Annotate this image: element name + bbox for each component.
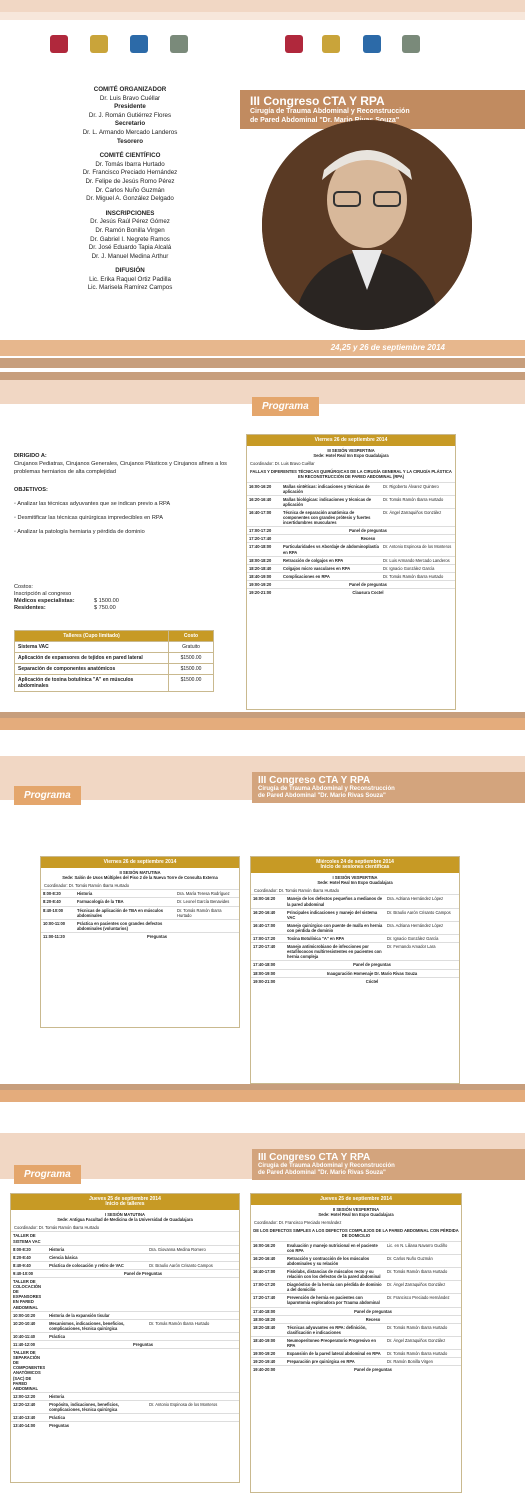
committee-member: Secretario: [114, 120, 146, 128]
dirigido-label: DIRIGIDO A:: [14, 453, 47, 459]
taller-row: Sistema VAC Gratuito: [15, 642, 214, 653]
hospital-logo-icon: [170, 35, 188, 53]
table-row: 18:00-19:00 Inauguración Homenaje Dr. Mario Rivas Souza: [251, 969, 459, 977]
dirigido-text: Cirujanos Pediatras, Cirujanos Generales, Cirujanos Plásticos y Cirujanos afines a los problemas herniarios de alta complejidad: [14, 461, 227, 475]
session-name: II SESIÓN MATUTINA Sede: Salón de Usos Múltiples del Piso 2 de la Nueva Torre de Consulta Externa: [62, 870, 218, 881]
taller-row: Separación de componentes anatómicos $1500.00: [15, 664, 214, 675]
table-row: 13:40-14:00 Preguntas: [11, 1422, 239, 1430]
table-row: 18:00-18:20 Retracción de colgajos en RPA Dr. Luis Armando Mercado Landeros: [247, 556, 455, 564]
table-row: 19:20-19:40 Preparación pre quirúrgica en RPA Dr. Ramón Bonilla Virgen: [251, 1358, 461, 1366]
dates-strip: 24,25 y 26 de septiembre 2014: [0, 340, 525, 356]
table-row: 18:40-19:00 Neumoperitoneo Preoperatorio Progresivo en RPA Dr. Ángel Zarraquiños González: [251, 1336, 461, 1349]
committee-member: Dr. J. Román Gutiérrez Flores: [88, 111, 172, 119]
committee-member: Presidente: [114, 103, 146, 111]
table-row: 16:40-17:00 Fisiolabs, distancias de músculos recto y su relación con los defectos de la pared abdominal Dr. Tomás Ramón Ibarra Hurtado: [251, 1267, 461, 1280]
cucs-logo-icon: [363, 35, 381, 53]
schedule-header: Viernes 26 de septiembre 2014: [247, 435, 455, 446]
portrait-illustration: [262, 120, 472, 330]
schedule-viernes-manana: [40, 856, 240, 1028]
objetivo-1: ◦ Analizar las técnicas adyuvantes que se indican previo a RPA: [14, 501, 171, 507]
table-row: 12:20-12:40 Propósito, indicaciones, beneficios, complicaciones, técnica quirúrgica Dr. Antonio Espinosa de los Monteros: [11, 1400, 239, 1413]
table-row: 17:40-18:00 Panel de preguntas: [251, 961, 459, 969]
table-row: 16:00-16:20 Manejo de los defectos pequeños a medianos de la pared abdominal Dra. Adriana Hernández López: [251, 895, 459, 908]
schedule-table: [41, 889, 239, 940]
committee-member: Dr. L. Armando Mercado Landeros: [82, 128, 178, 136]
objetivos-label: OBJETIVOS:: [14, 487, 48, 493]
schedule-header: Jueves 25 de septiembre 2014: [251, 1194, 461, 1205]
table-row: 11:00-11:20 Preguntas: [41, 932, 239, 940]
table-row: 8:20-8:40 Farmacología de la TBA Dr. Leonel García Benavides: [41, 898, 239, 906]
table-row: 8:00-8:20 Historia Dra. Giovanna Medina Romero: [11, 1245, 239, 1253]
session-name: I SESIÓN MATUTINA Sede: Antigua Facultad de Medicina de la Universidad de Guadalajara: [57, 1212, 193, 1223]
table-row: 12:40-13:40 Práctica: [11, 1414, 239, 1422]
program-sheet-1: [0, 372, 525, 730]
schedule-miercoles: [250, 856, 460, 1084]
committee-member: Dr. Miguel A. González Delgado: [86, 195, 174, 203]
committee-member: Lic. Marisela Ramírez Campos: [87, 284, 173, 292]
table-row: 19:00-19:20 Panel de preguntas: [247, 580, 455, 588]
objetivo-2: ◦ Desmitificar las técnicas quirúrgicas impredecibles en RPA: [14, 515, 163, 521]
coordinator: Coordinador: Dr. Luis Bravo Cuéllar: [250, 461, 315, 467]
session-name: I SESIÓN VESPERTINA Sede: Hotel Real Inn Expo Guadalajara: [317, 875, 393, 886]
committee-member: Dr. Tomás Ibarra Hurtado: [95, 160, 165, 168]
table-row: 8:40-9:40 Práctica de colocación y retiro de VAC Dr. Braulio Aarón Crisanto Campos: [11, 1261, 239, 1269]
congress-header: III Congreso CTA Y RPA Cirugía de Trauma Abdominal y Reconstrucción de Pared Abdominal "Dr. Mario Rivas Souza": [252, 1149, 525, 1180]
committee-member: Dr. Carlos Nuño Guzmán: [95, 186, 165, 194]
bottom-band-orange: [0, 1090, 525, 1102]
objetivo-3: ◦ Analizar la patología herniaria y pérdida de dominio: [14, 529, 145, 535]
table-row: 17:00-17:20 Diagnóstico de la hernia con pérdida de dominio a del domicilio Dr. Ángel Zarraquiños González: [251, 1281, 461, 1294]
bottom-band-orange: [0, 718, 525, 730]
talleres-header-name: Talleres (Cupo limitado): [15, 631, 169, 642]
table-row: 16:00-16:20 Mallas sintéticas: indicaciones y técnicas de aplicación Dr. Rigoberto Álvarez Quintero: [247, 482, 455, 495]
table-row: 10:00-10:20 Historia de la expansión tisular: [11, 1311, 239, 1319]
committee-member: Dr. Luis Bravo Cuéllar: [99, 94, 161, 102]
schedule-jueves-manana: [10, 1193, 240, 1483]
program-sheet-2: [0, 756, 525, 1102]
cover-sheet: [0, 0, 525, 368]
table-row: 16:20-16:40 Principales indicaciones y manejo del sistema VAC Dr. Braulio Aarón Crisanto Campos: [251, 908, 459, 921]
costos-line: Inscripción al congreso: [14, 591, 72, 597]
committee-heading: DIFUSIÓN: [115, 267, 145, 275]
table-row: 17:40-18:00 Panel de preguntas: [251, 1307, 461, 1315]
talleres-header-cost: Costo: [169, 631, 214, 642]
committee-heading: INSCRIPCIONES: [105, 209, 155, 217]
table-row: 8:00-8:20 Historia Dra. María Teresa Rodríguez: [41, 890, 239, 898]
congress-title: III Congreso CTA Y RPA: [250, 94, 385, 108]
table-row: 16:40-17:00 Técnica de separación anatómica de componentes con grandes prótesis y fuertes incertidumbres musculares Dr. Ángel Zarraquiños González: [247, 508, 455, 526]
talleres-table: [14, 630, 214, 692]
coordinator: Coordinador: Dr. Tomás Ramón Ibarra Hurtado: [254, 888, 340, 894]
committee-member: Dr. José Eduardo Tapia Alcalá: [88, 244, 172, 252]
udeg-logo-icon: [285, 35, 303, 53]
committee-member: Lic. Erika Raquel Ortiz Padilla: [89, 275, 171, 283]
committee-member: Dr. Gabriel I. Negrete Ramos: [90, 235, 170, 243]
coordinator: Coordinador: Dr. Francisco Preciado Hernández: [254, 1220, 342, 1226]
table-row: 8:20-8:40 Ciencia básica: [11, 1253, 239, 1261]
cost-row: Médicos especialistas: $ 1500.00: [14, 598, 119, 604]
costos-label: Costos:: [14, 584, 33, 590]
udeg-logo-icon: [50, 35, 68, 53]
table-row: 17:00-17:20 Panel de preguntas: [247, 527, 455, 535]
table-row: 16:40-17:00 Manejo quirúrgico con puente de malla en hernia con pérdida de dominio Dra. Adriana Hernández López: [251, 921, 459, 934]
top-band: [0, 372, 525, 380]
programa-tag: Programa: [14, 1165, 81, 1184]
committee-member: Dr. Felipe de Jesús Romo Pérez: [85, 177, 175, 185]
table-row: TALLER DE SEPARACIÓN DE COMPONENTES ANATÓMICOS (SAC) DE PARED ABDOMINAL: [11, 1349, 239, 1393]
table-row: 11:40-12:00 Preguntas: [11, 1340, 239, 1348]
coordinator: Coordinador: Dr. Tomás Ramón Ibarra Hurtado: [14, 1225, 100, 1231]
coordinator: Coordinador: Dr. Tomás Ramón Ibarra Hurtado: [44, 883, 130, 889]
honoree-portrait: [262, 120, 472, 330]
table-row: 19:00-21:00 Cóctel: [251, 977, 459, 985]
table-row: 19:40-20:00 Panel de preguntas: [251, 1366, 461, 1374]
table-row: TALLER DE COLOCACIÓN DE EXPANSORES EN PARED ABDOMINAL: [11, 1278, 239, 1312]
table-row: 10:20-10:40 Mecanismos, indicaciones, beneficios, complicaciones, técnica quirúrgica Dr. Tomás Ramón Ibarra Hurtado: [11, 1319, 239, 1332]
table-row: 19:20-21:00 Clausura Coctel: [247, 588, 455, 596]
programa-tag: Programa: [252, 397, 319, 416]
jalisco-logo-icon: [90, 35, 108, 53]
schedule-table: [251, 894, 459, 984]
table-row: 17:40-18:00 Particularidades vs Abordaje de abdominoplastía en RPA Dr. Antonio Espinosa de los Monteros: [247, 543, 455, 556]
table-row: 18:00-18:20 Receso: [251, 1315, 461, 1323]
session-name: III SESIÓN VESPERTINA Sede: Hotel Real Inn Expo Guadalajara: [313, 448, 389, 459]
session-name: II SESIÓN VESPERTINA Sede: Hotel Real Inn Expo Guadalajara: [318, 1207, 394, 1218]
intro-block: [14, 452, 239, 542]
congress-header: III Congreso CTA Y RPA Cirugía de Trauma Abdominal y Reconstrucción de Pared Abdominal "Dr. Mario Rivas Souza": [252, 772, 525, 803]
schedule-header: Jueves 25 de septiembre 2014 Inicio de talleres: [11, 1194, 239, 1210]
committees: [0, 80, 260, 293]
table-row: 10:40-11:40 Práctica: [11, 1332, 239, 1340]
programa-tag: Programa: [14, 786, 81, 805]
committee-member: Tesorero: [116, 137, 144, 145]
schedule-header: Viernes 26 de septiembre 2014: [41, 857, 239, 868]
cucs-logo-icon: [130, 35, 148, 53]
table-row: 12:00-12:20 Historia: [11, 1392, 239, 1400]
program-sheet-3: [0, 1133, 525, 1502]
table-row: 17:20-17:40 Receso: [247, 535, 455, 543]
cost-row: Residentes: $ 750.00: [14, 605, 116, 611]
schedule-header: Miércoles 24 de septiembre 2014 Inicio de sesiones científicas: [251, 857, 459, 873]
committee-member: Dr. Jesús Raúl Pérez Gómez: [90, 218, 170, 226]
table-row: 8:40-10:00 Técnicas de aplicación de TBA en músculos abdominales Dr. Tomás Ramón Ibarra Hurtado: [41, 906, 239, 919]
congress-subtitle-2: de Pared Abdominal "Dr. Mario Rivas Souza": [250, 116, 400, 124]
table-row: 17:00-17:20 Toxina Botulínica "A" en RPA Dr. Ignacio González García: [251, 935, 459, 943]
top-band: [0, 0, 525, 12]
taller-row: Aplicación de toxina botulínica "A" en músculos abdominales $1500.00: [15, 675, 214, 692]
hospital-logo-icon: [402, 35, 420, 53]
top-band-light: [0, 12, 525, 20]
congress-subtitle-1: Cirugía de Trauma Abdominal y Reconstrucción: [250, 108, 410, 115]
section-title: FALLAS Y DIFERENTES TÉCNICAS QUIRÚRGICAS DE LA CIRUGÍA GENERAL Y LA CIRUGÍA PLÁSTICA EN RECONSTRUCCIÓN DE PARED ABDOMINAL (RPA): [250, 469, 452, 480]
table-row: 19:00-19:20 Expansión de la pared lateral abdominal en RPA Dr. Tomás Ramón Ibarra Hurtado: [251, 1350, 461, 1358]
schedule-viernes-tarde: [246, 434, 456, 710]
taller-row: Aplicación de expansores de tejidos en pared lateral $1500.00: [15, 653, 214, 664]
schedule-table: [251, 1241, 461, 1374]
section-title: DE LOS DEFECTOS SIMPLES A LOS DEFECTOS COMPLEJOS DE LA PARED ABDOMINAL CON PÉRDIDA DE DOMICILIO: [253, 1228, 459, 1239]
schedule-table: [11, 1231, 239, 1429]
table-row: 16:20-16:40 Retracción y contracción de los músculos abdominales y su relación Dr. Carlos Nuño Guzmán: [251, 1254, 461, 1267]
committee-heading: COMITÉ ORGANIZADOR: [93, 86, 167, 93]
table-row: 17:20-17:40 Prevención de hernia en pacientes con laparotomía exploradora por Trauma abdominal Dr. Francisco Preciado Hernández: [251, 1294, 461, 1307]
table-row: 18:20-18:40 Técnicas adyuvantes en RPA: definición, clasificación e indicaciones Dr. Tomás Ramón Ibarra Hurtado: [251, 1323, 461, 1336]
schedule-jueves-tarde: [250, 1193, 462, 1493]
table-row: TALLER DE SISTEMA VAC: [11, 1232, 239, 1245]
committee-member: Dr. Francisco Preciado Hernández: [82, 169, 178, 177]
committee-member: Dr. J. Manuel Medina Arthur: [91, 252, 169, 260]
bottom-band: [0, 358, 525, 368]
committee-member: Dr. Ramón Bonilla Virgen: [95, 226, 165, 234]
table-row: 9:40-10:00 Panel de Preguntas: [11, 1269, 239, 1277]
jalisco-logo-icon: [322, 35, 340, 53]
table-row: 10:00-11:00 Práctica en pacientes con grandes defectos abdominales (voluntarios): [41, 919, 239, 932]
table-row: 17:20-17:40 Manejo antimicrobiano de infecciones por estafilococos multirresistentes en pacientes con hernia compleja Dr. Fernando Amador Lara: [251, 943, 459, 961]
costs-block: [14, 584, 119, 612]
table-row: 18:20-18:40 Colgajos micro vasculares en RPA Dr. Ignacio González García: [247, 564, 455, 572]
table-row: 16:20-16:40 Mallas biológicas: indicaciones y técnicas de aplicación Dr. Tomás Ramón Ibarra Hurtado: [247, 495, 455, 508]
table-row: 16:00-16:20 Evaluación y manejo nutricional en el paciente con RPA Lic. en N. Liliana Navarro Gudiño: [251, 1241, 461, 1254]
schedule-table: [247, 482, 455, 597]
committee-heading: COMITÉ CIENTÍFICO: [99, 152, 161, 160]
table-row: 18:40-19:00 Complicaciones en RPA Dr. Tomás Ramón Ibarra Hurtado: [247, 572, 455, 580]
